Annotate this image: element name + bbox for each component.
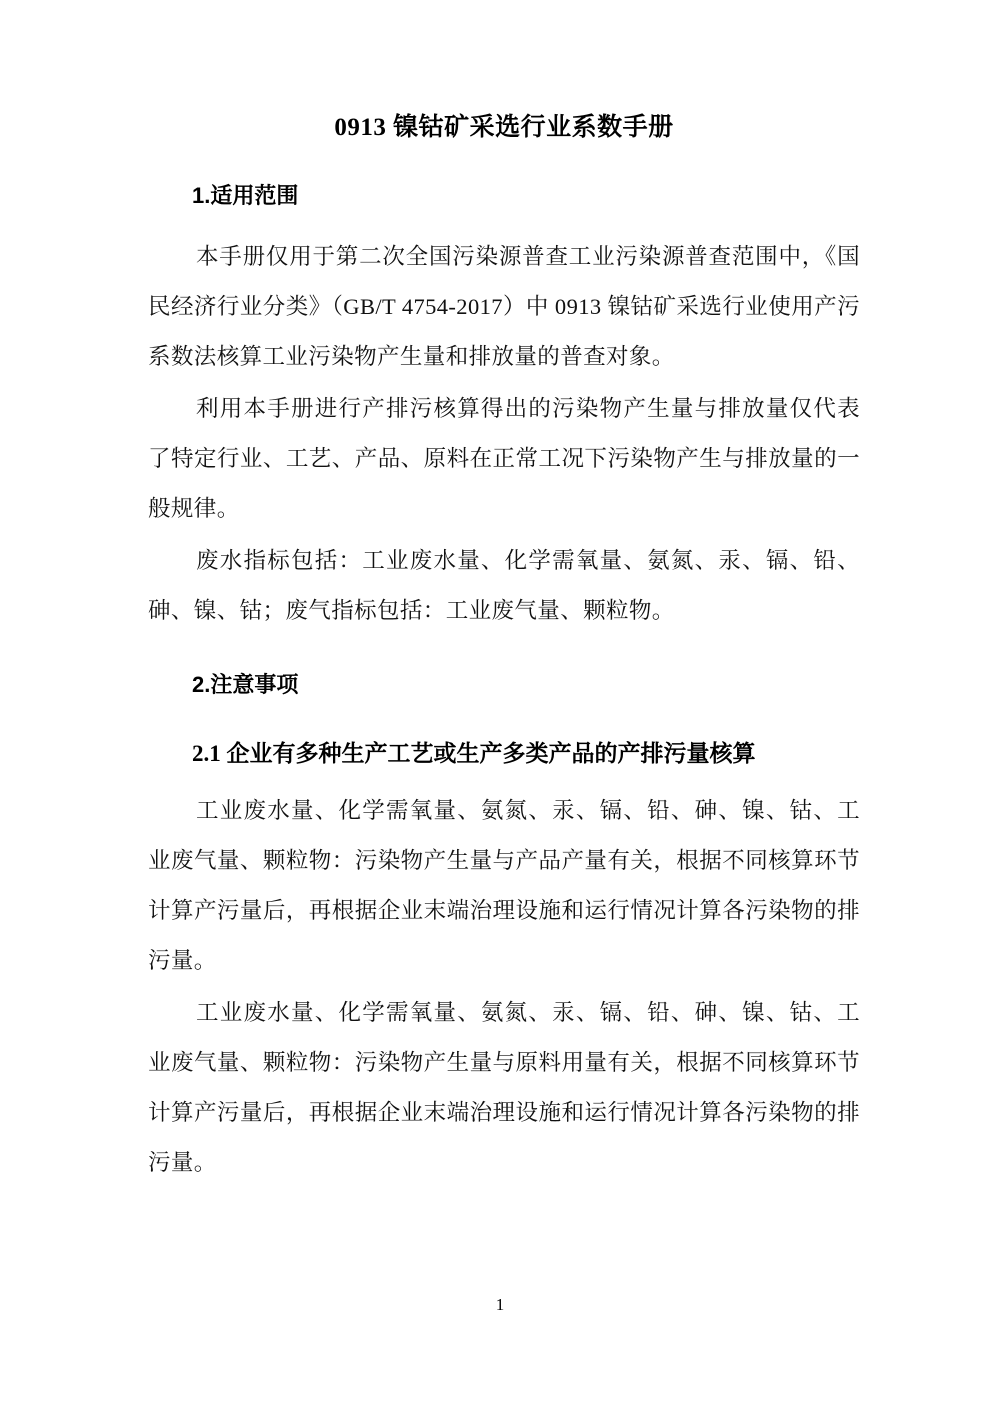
section-heading-2: 2.注意事项 [192, 672, 299, 697]
page-number: 1 [495, 1295, 505, 1314]
subsection-heading-2-1: 2.1 企业有多种生产工艺或生产多类产品的产排污量核算 [192, 741, 756, 766]
section-heading-1: 1.适用范围 [192, 183, 299, 208]
paragraph: 工业废水量、化学需氧量、氨氮、汞、镉、铅、砷、镍、钴、工业废气量、颗粒物：污染物产生量与原料用量有关，根据不同核算环节计算产污量后，再根据企业末端治理设施和运行情况计算各污染物的排污量。 [148, 999, 860, 1175]
section-spacer [148, 721, 860, 737]
paragraph: 本手册仅用于第二次全国污染源普查工业污染源普查范围中，《国民经济行业分类》（GB/T 4754-2017）中 0913 镍钴矿采选行业使用产污系数法核算工业污染物产生量和排放量的普查对象。 [148, 244, 860, 369]
paragraph: 利用本手册进行产排污核算得出的污染物产生量与排放量仅代表了特定行业、工艺、产品、原料在正常工况下污染物产生与排放量的一般规律。 [148, 396, 860, 521]
document-body [148, 110, 860, 1190]
paragraph: 废水指标包括：工业废水量、化学需氧量、氨氮、汞、镉、铅、砷、镍、钴；废气指标包括：工业废气量、颗粒物。 [148, 548, 860, 623]
page-title: 0913 镍钴矿采选行业系数手册 [334, 114, 674, 141]
section-spacer [148, 638, 860, 668]
paragraph: 工业废水量、化学需氧量、氨氮、汞、镉、铅、砷、镍、钴、工业废气量、颗粒物：污染物产生量与产品产量有关，根据不同核算环节计算产污量后，再根据企业末端治理设施和运行情况计算各污染物的排污量。 [148, 797, 860, 973]
